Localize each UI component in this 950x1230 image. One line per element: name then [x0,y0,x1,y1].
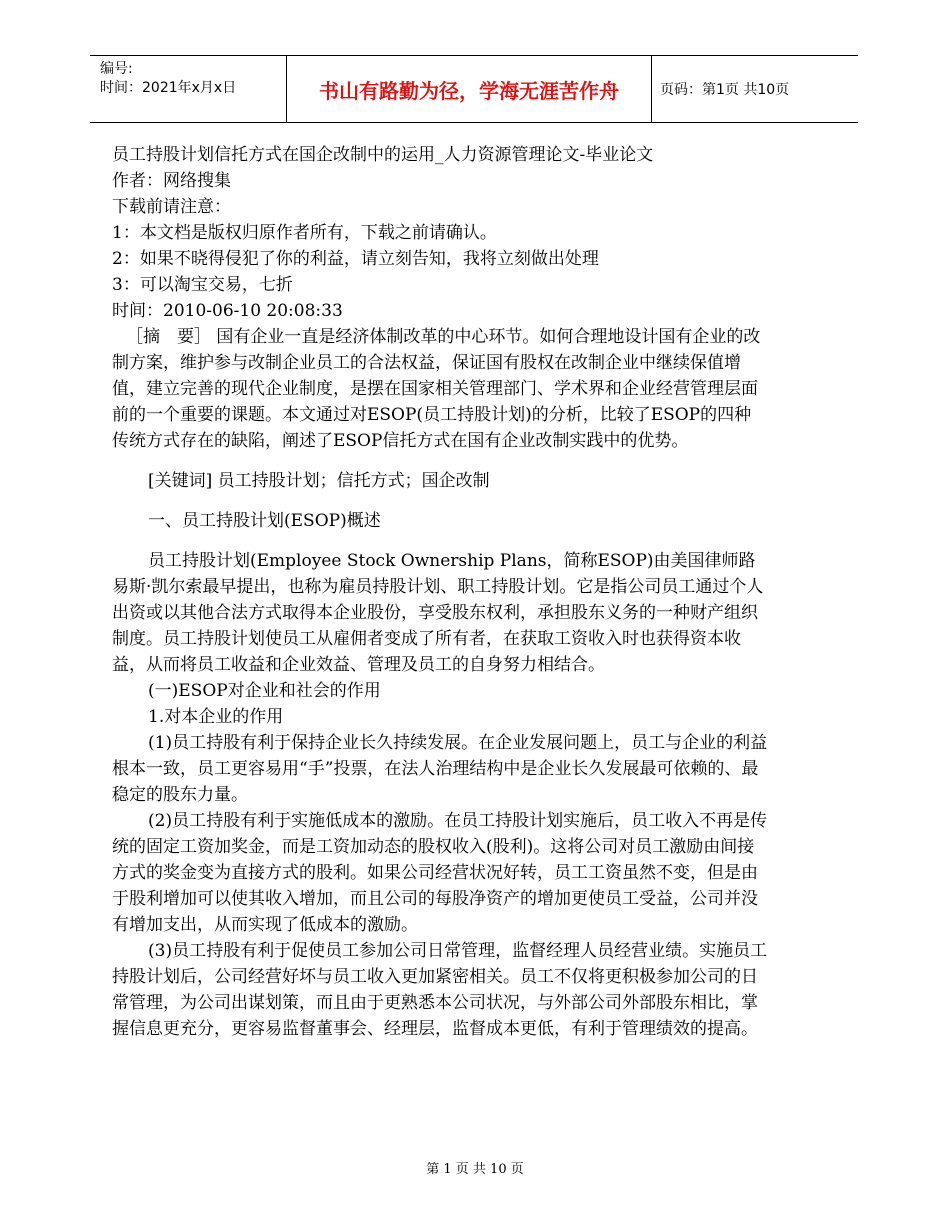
subheading-1-1: 1.对本企业的作用 [148,707,284,727]
page-footer: 第 1 页 共 10 页 [426,1162,524,1177]
header-date: 时间：2021年x月x日 [100,80,237,96]
subheading-1: (一)ESOP对企业和社会的作用 [148,681,381,701]
item-3: (3)员工持股有利于促使员工参加公司日常管理，监督经理人员经营业绩。实施员工持股计划后，公司经营好坏与员工收入更加紧密相关。员工不仅将更积极参加公司的日常管理，为公司出谋划策，而且由于更熟悉本公司状况，与外部公司外部股东相比，掌握信息更充分，更容易监督董事会、经理层，监督成本更低，有利于管理绩效的提高。 [112,941,768,1039]
notice-heading: 下载前请注意： [112,197,231,217]
header-page-info: 页码：第1页 共10页 [660,82,790,98]
notice-item-1: 1：本文档是版权归原作者所有，下载之前请确认。 [112,223,497,243]
item-2: (2)员工持股有利于实施低成本的激励。在员工持股计划实施后，员工收入不再是传统的固定工资加奖金，而是工资加动态的股权收入(股利)。这将公司对员工激励由间接方式的奖金变为直接方式的股利。如果公司经营状况好转，员工工资虽然不变，但是由于股利增加可以使其收入增加，而且公司的每股净资产的增加更使员工受益，公司并没有增加支出，从而实现了低成本的激励。 [112,811,768,935]
page-header [90,55,858,123]
header-left [100,60,236,98]
serial-label: 编号: [100,61,133,77]
doc-title: 员工持股计划信托方式在国企改制中的运用_人力资源管理论文-毕业论文 [112,145,654,165]
abstract: ［摘 要］ 国有企业一直是经济体制改革的中心环节。如何合理地设计国有企业的改制方案，维护参与改制企业员工的合法权益，保证国有股权在改制企业中继续保值增值，建立完善的现代企业制度，是摆在国家相关管理部门、学术界和企业经营管理层面前的一个重要的课题。本文通过对ESOP(员工持股计划)的分析，比较了ESOP的四种传统方式存在的缺陷，阐述了ESOP信托方式在国有企业改制实践中的优势。 [112,327,761,451]
keywords: [关键词] 员工持股计划；信托方式；国企改制 [148,471,490,491]
document-body [112,142,768,1042]
notice-item-2: 2：如果不晓得侵犯了你的利益，请立刻告知，我将立刻做出处理 [112,249,599,269]
item-1: (1)员工持股有利于保持企业长久持续发展。在企业发展问题上，员工与企业的利益根本一致，员工更容易用“手”投票，在法人治理结构中是企业长久发展最可依赖的、最稳定的股东力量。 [112,733,768,805]
doc-time: 时间：2010-06-10 20:08:33 [112,301,343,321]
header-motto: 书山有路勤为径，学海无涯苦作舟 [286,56,652,122]
section-heading-1: 一、员工持股计划(ESOP)概述 [148,511,381,531]
notice-item-3: 3：可以淘宝交易，七折 [112,275,293,295]
paragraph-esop: 员工持股计划(Employee Stock Ownership Plans，简称ESOP)由美国律师路易斯·凯尔索最早提出，也称为雇员持股计划、职工持股计划。它是指公司员工通过个人出资或以其他合法方式取得本企业股份，享受股东权利，承担股东义务的一种财产组织制度。员工持股计划使员工从雇佣者变成了所有者，在获取工资收入时也获得资本收益，从而将员工收益和企业效益、管理及员工的自身努力相结合。 [112,551,764,675]
doc-author: 作者：网络搜集 [112,171,231,191]
